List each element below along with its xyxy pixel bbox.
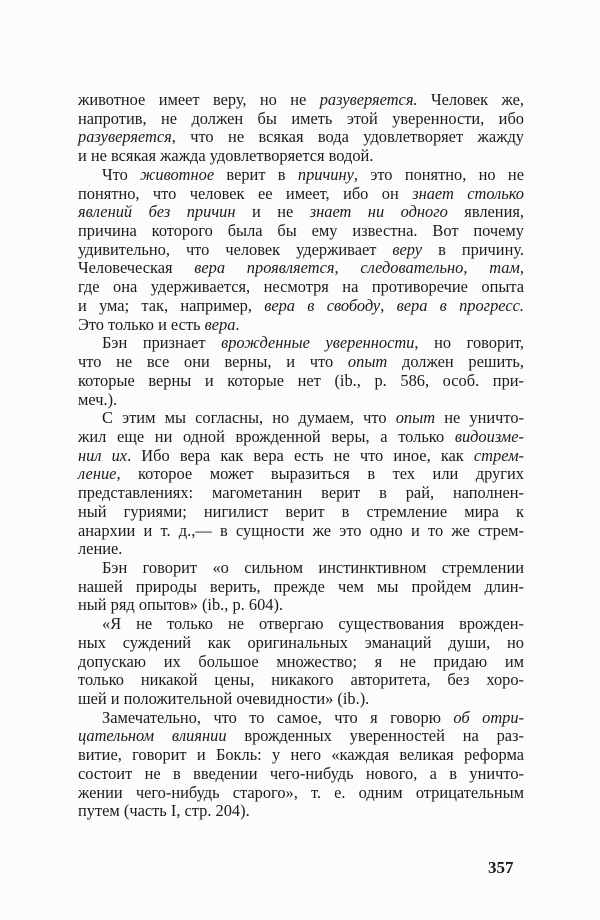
page-number: 357 xyxy=(488,858,514,877)
text-run: представлениях: магометанин верит в рай, наполнен- xyxy=(78,483,524,503)
text-run: , xyxy=(334,258,361,278)
italic-text: опыт xyxy=(347,352,388,372)
text-run: путем (часть I, стр. 204). xyxy=(78,801,250,821)
italic-text: видоизме- xyxy=(454,426,524,446)
text-run: состоит не в введении чего-нибудь нового, а в уничто- xyxy=(78,763,524,783)
text-run: и ума; так, например, xyxy=(78,295,265,315)
text-line xyxy=(78,372,524,391)
text-run: , что не всякая вода удовлетворяет жажду xyxy=(171,127,524,147)
text-run: напротив, не должен бы иметь этой уверенности, ибо xyxy=(78,108,524,128)
text-run: анархии и т. д.,— в сущности же это одно и то же стрем- xyxy=(78,520,524,540)
italic-text: вера проявляется xyxy=(194,258,335,278)
text-line xyxy=(78,615,524,634)
text-run: , xyxy=(380,295,397,315)
text-run: явления, xyxy=(447,202,524,222)
text-line xyxy=(78,147,524,166)
text-line xyxy=(78,110,524,129)
text-run: Человек же, xyxy=(417,90,525,109)
text-line xyxy=(78,428,524,447)
text-line xyxy=(78,278,524,297)
text-line xyxy=(78,653,524,672)
italic-text: там xyxy=(489,258,520,278)
text-line xyxy=(78,802,524,821)
text-run: допускаю их большое множество; я не придаю им xyxy=(78,651,524,671)
text-run: Замечательно, что то самое, что я говорю xyxy=(102,707,454,727)
text-run: ный гуриями; нигилист верит в стремление мира к xyxy=(78,501,524,521)
text-run: , xyxy=(463,258,490,278)
text-run: верит в xyxy=(214,164,298,184)
text-line xyxy=(78,465,524,484)
italic-text: нил их xyxy=(78,445,128,465)
text-run: понятно, что человек ее имеет, ибо он xyxy=(78,183,413,203)
text-run: Что xyxy=(102,164,141,184)
italic-text: ление xyxy=(78,464,117,484)
text-run: только никакой цены, никакого авторитета, без хоро- xyxy=(78,670,524,690)
text-run: и не xyxy=(235,202,310,222)
text-run: должен решить, xyxy=(387,352,524,372)
text-line xyxy=(78,353,524,372)
text-run: не уничто- xyxy=(435,408,524,428)
text-line xyxy=(78,447,524,466)
text-line xyxy=(78,241,524,260)
text-run: С этим мы согласны, но думаем, что xyxy=(102,408,396,428)
text-line xyxy=(78,297,524,316)
text-run: , которое может выразиться в тех или других xyxy=(116,464,524,484)
italic-text: разуверяется. xyxy=(319,90,418,109)
text-line xyxy=(78,185,524,204)
text-run: «Я не только не отвергаю существования врожден- xyxy=(102,614,524,634)
text-run: витие, говорит и Бокль: у него «каждая великая реформа xyxy=(78,745,524,765)
text-line xyxy=(78,222,524,241)
italic-text: вера xyxy=(204,314,236,334)
text-run: , это понятно, но не xyxy=(353,164,524,184)
text-line xyxy=(78,316,524,335)
text-run: жил еще ни одной врожденной веры, а только xyxy=(78,426,455,446)
text-run: врожденных уверенностей на раз- xyxy=(226,726,524,746)
text-line xyxy=(78,128,524,147)
text-run: Бэн признает xyxy=(102,333,222,353)
page-body-text xyxy=(78,91,524,821)
italic-text: опыт xyxy=(395,408,436,428)
text-line xyxy=(78,559,524,578)
text-run: ный ряд опытов» (ib., p. 604). xyxy=(78,595,284,615)
text-line xyxy=(78,540,524,559)
text-run: жении чего-нибудь старого», т. е. одним отрицательным xyxy=(78,782,524,802)
text-line xyxy=(78,334,524,353)
text-line xyxy=(78,746,524,765)
text-line xyxy=(78,671,524,690)
italic-text: об отри- xyxy=(453,707,524,727)
text-line xyxy=(78,503,524,522)
italic-text: знает ни одного xyxy=(309,202,448,222)
italic-text: вера в прогресс. xyxy=(396,295,524,315)
text-line xyxy=(78,203,524,222)
italic-text: явлений без причин xyxy=(78,202,236,222)
text-run: . xyxy=(235,314,240,334)
text-run: Это только и есть xyxy=(78,314,205,334)
text-run: меч.). xyxy=(78,389,118,409)
italic-text: цательном влиянии xyxy=(78,726,227,746)
text-run: , но говорит, xyxy=(414,333,524,353)
text-line xyxy=(78,596,524,615)
text-run: где она удерживается, несмотря на противоречие опыта xyxy=(78,277,524,297)
text-run: . Ибо вера как вера есть не что иное, как xyxy=(127,445,474,465)
text-line xyxy=(78,765,524,784)
text-run: Человеческая xyxy=(78,258,195,278)
text-run: Бэн говорит «о сильном инстинктивном стремлении xyxy=(102,557,524,577)
text-run: , xyxy=(519,258,524,278)
text-line xyxy=(78,484,524,503)
italic-text: разуверяется xyxy=(78,127,172,147)
text-run: в причину. xyxy=(422,239,524,259)
text-line xyxy=(78,522,524,541)
text-run: удивительно, что человек удерживает xyxy=(78,239,393,259)
text-line xyxy=(78,409,524,428)
text-line xyxy=(78,690,524,709)
text-line xyxy=(78,166,524,185)
text-run: и не всякая жажда удовлетворяется водой. xyxy=(78,146,374,166)
text-line xyxy=(78,578,524,597)
text-line xyxy=(78,727,524,746)
text-run: шей и положительной очевидности» (ib.). xyxy=(78,689,370,708)
italic-text: знает столько xyxy=(412,183,524,203)
text-line xyxy=(78,634,524,653)
text-run: ление. xyxy=(78,539,123,559)
text-run: что не все они верны, и что xyxy=(78,352,348,372)
text-line xyxy=(78,259,524,278)
text-run: животное имеет веру, но не xyxy=(78,90,320,109)
italic-text: животное xyxy=(140,164,215,184)
italic-text: стрем- xyxy=(473,445,524,465)
text-line xyxy=(78,784,524,803)
italic-text: вера в свободу xyxy=(264,295,381,315)
text-run: которые верны и которые нет (ib., p. 586, особ. при- xyxy=(78,370,524,390)
text-line xyxy=(78,91,524,110)
italic-text: веру xyxy=(392,239,423,259)
text-line xyxy=(78,391,524,410)
italic-text: следовательно xyxy=(360,258,464,278)
text-line xyxy=(78,709,524,728)
text-run: причина которого была бы ему известна. Вот почему xyxy=(78,221,524,241)
italic-text: врожденные уверенности xyxy=(221,333,415,353)
text-run: ных суждений как оригинальных эманаций души, но xyxy=(78,632,524,652)
italic-text: причину xyxy=(297,164,354,184)
text-run: нашей природы верить, прежде чем мы пройдем длин- xyxy=(78,576,524,596)
